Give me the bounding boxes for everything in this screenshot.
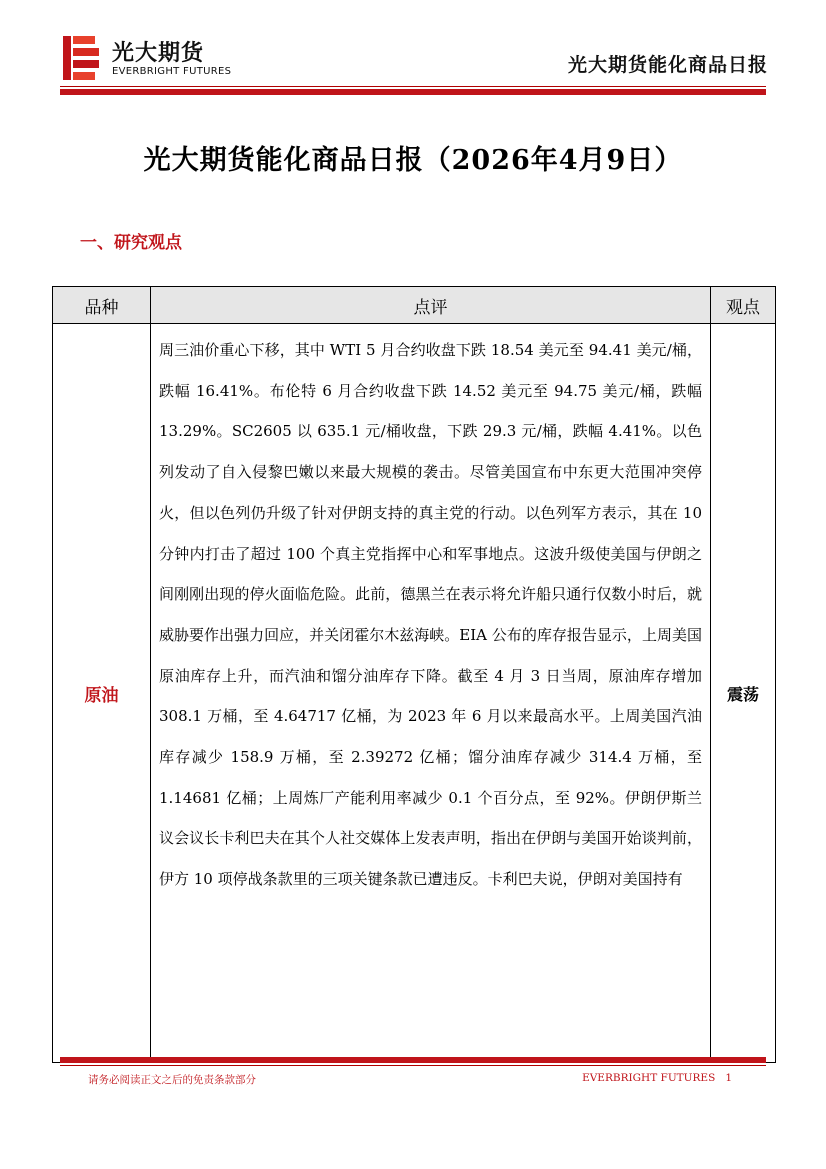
footer-company: EVERBRIGHT FUTURES	[582, 1072, 716, 1084]
column-header-view: 观点	[711, 287, 776, 324]
header-rule-thin	[60, 86, 766, 87]
everbright-logo-icon	[63, 36, 103, 80]
column-header-variety: 品种	[53, 287, 151, 324]
footer-rule-thin	[60, 1065, 766, 1066]
variety-cell: 原油	[53, 324, 151, 1063]
footer-disclaimer: 请务必阅读正文之后的免责条款部分	[88, 1074, 256, 1086]
comment-text: 周三油价重心下移，其中 WTI 5 月合约收盘下跌 18.54 美元至 94.41 美元/桶，跌幅 16.41%。布伦特 6 月合约收盘下跌 14.52 美元至 94.75 美元/桶，跌幅 13.29%。SC2605 以 635.1 元/桶收盘，下跌 29.3 元/桶，跌幅 4.41%。以色列发动了自入侵黎巴嫩以来最大规模的袭击。尽管美国宣布中东更大范围冲突停火，但以色列仍升级了针对伊朗支持的真主党的行动。以色列军方表示，其在 10 分钟内打击了超过 100 个真主党指挥中心和军事地点。这波升级使美国与伊朗之间刚刚出现的停火面临危险。此前，德黑兰在表示将允许船只通行仅数小时后，就威胁要作出强力回应，并关闭霍尔木兹海峡。EIA 公布的库存报告显示，上周美国原油库存上升，而汽油和馏分油库存下降。截至 4 月 3 日当周，原油库存增加 308.1 万桶，至 4.64717 亿桶，为 2023 年 6 月以来最高水平。上周美国汽油库存减少 158.9 万桶，至 2.39272 亿桶；馏分油库存减少 314.4 万桶，至 1.14681 亿桶；上周炼厂产能利用率减少 0.1 个百分点，至 92%。伊朗伊斯兰议会议长卡利巴夫在其个人社交媒体上发表声明，指出在伊朗与美国开始谈判前，伊方 10 项停战条款里的三项关键条款已遭违反。卡利巴夫说，伊朗对美国持有	[159, 341, 702, 889]
table-row	[53, 324, 776, 1063]
comment-cell	[151, 324, 711, 1063]
research-view-table	[52, 286, 776, 1063]
header-rule-thick	[60, 89, 766, 95]
table-header-row	[53, 287, 776, 324]
column-header-comment: 点评	[151, 287, 711, 324]
page-header	[0, 0, 826, 100]
document-title: 光大期货能化商品日报（2026年4月9日）	[143, 145, 683, 176]
header-report-name: 光大期货能化商品日报	[567, 54, 768, 76]
footer-page-number: 1	[725, 1072, 732, 1084]
brand-name-en: EVERBRIGHT FUTURES	[112, 66, 232, 77]
brand-name-cn: 光大期货	[112, 41, 205, 66]
section-heading: 一、研究观点	[80, 233, 182, 253]
footer-company-page	[582, 1072, 732, 1084]
footer-rule-thick	[60, 1057, 766, 1063]
view-cell: 震荡	[711, 324, 776, 1063]
